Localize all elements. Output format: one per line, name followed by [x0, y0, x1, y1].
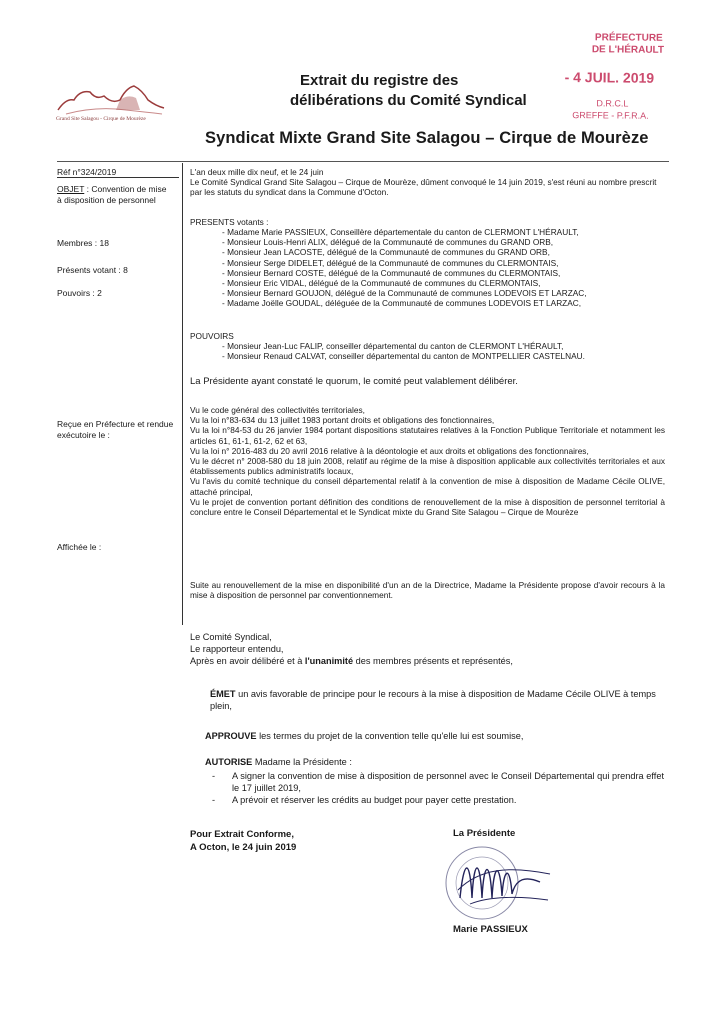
comite-line-3-start: Après en avoir délibéré et à: [190, 656, 305, 666]
autorise-item-text: A prévoir et réserver les crédits au budget pour payer cette prestation.: [232, 795, 517, 805]
presidente-label: La Présidente: [453, 828, 516, 839]
autorise-list: [212, 770, 664, 806]
list-item: - Monsieur Renaud CALVAT, conseiller départemental du canton de MONTPELLIER CASTELNAU.: [222, 351, 585, 362]
header-divider: [57, 161, 669, 162]
list-item: - Monsieur Serge DIDELET, délégué de la Communauté de communes du CLERMONTAIS,: [222, 257, 559, 268]
list-item: - A signer la convention de mise à disposition de personnel avec le Conseil Départemental qui prendra effet le 17 juillet 2019,: [212, 771, 664, 793]
pouvoirs-list: [222, 341, 662, 361]
autorise-keyword: AUTORISE: [205, 757, 253, 767]
vu-item: Vu la loi n°84-53 du 26 janvier 1984 portant dispositions statutaires relatives à la Fonction Publique Territoriale et notamment les articles 61, 61-1, 61-2, 62 et 63,: [190, 425, 665, 446]
emet-keyword: ÉMET: [210, 689, 236, 699]
stamp-line-2: DE L'HÉRAULT: [591, 44, 665, 56]
pouvoirs-count: Pouvoirs : 2: [57, 288, 102, 298]
list-item: - Monsieur Jean LACOSTE, délégué de la Communauté de communes du GRAND ORB,: [222, 247, 550, 258]
document-title-line-1: Extrait du registre des: [300, 72, 459, 89]
stamp-date: - 4 JUIL. 2019: [564, 68, 655, 86]
syndicate-name: Syndicat Mixte Grand Site Salagou – Cirque de Mourèze: [205, 129, 649, 147]
vu-item: Vu le décret n° 2008-580 du 18 juin 2008, relatif au régime de la mise à disposition applicable aux collectivités territoriales et aux établissements publics administratifs locaux,: [190, 456, 665, 477]
comite-block: [190, 631, 665, 667]
intro-paragraph: [190, 167, 665, 198]
presents-title: PRESENTS votants :: [190, 217, 269, 227]
approuve-keyword: APPROUVE: [205, 731, 257, 741]
autorise-text: Madame la Présidente :: [252, 757, 352, 767]
suite-paragraph: Suite au renouvellement de la mise en disponibilité d'un an de la Directrice, Madame la Présidente propose d'avoir recours à la mise à disposition de personnel par conventionnement.: [190, 580, 665, 601]
list-item: - A prévoir et réserver les crédits au budget pour payer cette prestation.: [212, 795, 517, 805]
stamp-line-1: PRÉFECTURE: [594, 32, 663, 44]
membres-count: Membres : 18: [57, 238, 109, 248]
emet-decision: [210, 688, 670, 712]
approuve-decision: [205, 731, 680, 741]
vu-item: Vu le projet de convention portant définition des conditions de renouvellement de la mise à disposition de personnel territorial à conclure entre le Conseil Départemental et le Syndicat mixte du Grand Site Salagou – Cirque de Mourèze: [190, 496, 665, 518]
vu-item: Vu le code général des collectivités territoriales,: [190, 405, 365, 415]
objet: [57, 184, 169, 205]
list-item: - Madame Marie PASSIEUX, Conseillère départementale du canton de CLERMONT L'HÉRAULT,: [222, 227, 579, 237]
list-item: - Monsieur Jean-Luc FALIP, conseiller départemental du canton de CLERMONT L'HÉRAULT,: [222, 341, 564, 351]
vu-item: Vu l'avis du comité technique du conseil départemental relatif à la convention de mise à disposition de Madame Cécile OLIVE, attaché principal,: [190, 476, 665, 497]
logo: [56, 70, 166, 132]
vu-item: Vu la loi n° 2016-483 du 20 avril 2016 relative à la déontologie et aux droits et obligations des fonctionnaires,: [190, 445, 589, 456]
column-divider: [182, 163, 183, 625]
signature-icon: [430, 838, 570, 928]
unanimity: l'unanimité: [304, 656, 354, 666]
signatory-name: Marie PASSIEUX: [453, 924, 528, 935]
list-item: - Madame Joëlle GOUDAL, déléguée de la Communauté de communes LODEVOIS ET LARZAC,: [222, 298, 582, 309]
prefecture-received-label: Reçue en Préfecture et rendue exécutoire le :: [57, 419, 174, 440]
pouvoirs-title: POUVOIRS: [190, 331, 234, 341]
quorum-statement: La Présidente ayant constaté le quorum, le comité peut valablement délibérer.: [190, 376, 518, 387]
stamp-line-3: D.R.C.L: [596, 98, 629, 109]
posted-label: Affichée le :: [57, 542, 102, 552]
logo-caption: Grand Site Salagou - Cirque de Mourèze: [56, 116, 146, 122]
intro-convocation: Le Comité Syndical Grand Site Salagou – Cirque de Mourèze, dûment convoqué le 14 juin 2019, s'est réuni au nombre prescrit par les statuts du syndicat dans la Commune d'Octon.: [190, 177, 657, 198]
extrait-conforme: [190, 828, 296, 854]
emet-text: un avis favorable de principe pour le recours à la mise à disposition de Madame Cécile OLIVE à temps plein,: [210, 689, 656, 711]
intro-date: L'an deux mille dix neuf, et le 24 juin: [190, 167, 324, 177]
extrait-line-2: A Octon, le 24 juin 2019: [190, 842, 297, 853]
autorise-decision: [205, 757, 680, 767]
reference-divider: [57, 177, 179, 178]
mountain-logo-icon: [56, 70, 166, 120]
approuve-text: les termes du projet de la convention telle qu'elle lui est soumise,: [256, 731, 524, 741]
comite-line-2: Le rapporteur entendu,: [190, 644, 284, 654]
extrait-line-1: Pour Extrait Conforme,: [190, 829, 294, 840]
stamp-line-4: GREFFE - P.F.R.A.: [572, 110, 649, 121]
objet-text: : Convention de mise à disposition de personnel: [57, 184, 167, 205]
list-item: - Monsieur Louis-Henri ALIX, délégué de la Communauté de communes du GRAND ORB,: [222, 237, 554, 248]
comite-line-3: [190, 655, 665, 667]
list-item: - Monsieur Bernard GOUJON, délégué de la Communauté de communes LODEVOIS ET LARZAC,: [222, 288, 587, 299]
vu-block: [190, 405, 665, 517]
signature-and-seal: [430, 838, 570, 928]
objet-label: OBJET: [57, 184, 85, 194]
presents-count: Présents votant : 8: [57, 265, 128, 275]
list-item: - Monsieur Bernard COSTE, délégué de la Communauté de communes du CLERMONTAIS,: [222, 267, 561, 278]
presents-list: [222, 227, 662, 309]
comite-line-3-end: des membres présents et représentés,: [353, 656, 513, 666]
list-item: - Monsieur Eric VIDAL, délégué de la Communauté de communes du CLERMONTAIS,: [222, 278, 541, 289]
document-title-line-2: délibérations du Comité Syndical: [290, 92, 527, 109]
vu-item: Vu la loi n°83-634 du 13 juillet 1983 portant droits et obligations des fonctionnaires,: [190, 415, 495, 426]
comite-line-1: Le Comité Syndical,: [190, 632, 272, 642]
autorise-item-text: A signer la convention de mise à disposition de personnel avec le Conseil Départemental qui prendra effet le 17 juillet 2019,: [232, 771, 664, 793]
reference-number: Réf n°324/2019: [57, 167, 117, 177]
